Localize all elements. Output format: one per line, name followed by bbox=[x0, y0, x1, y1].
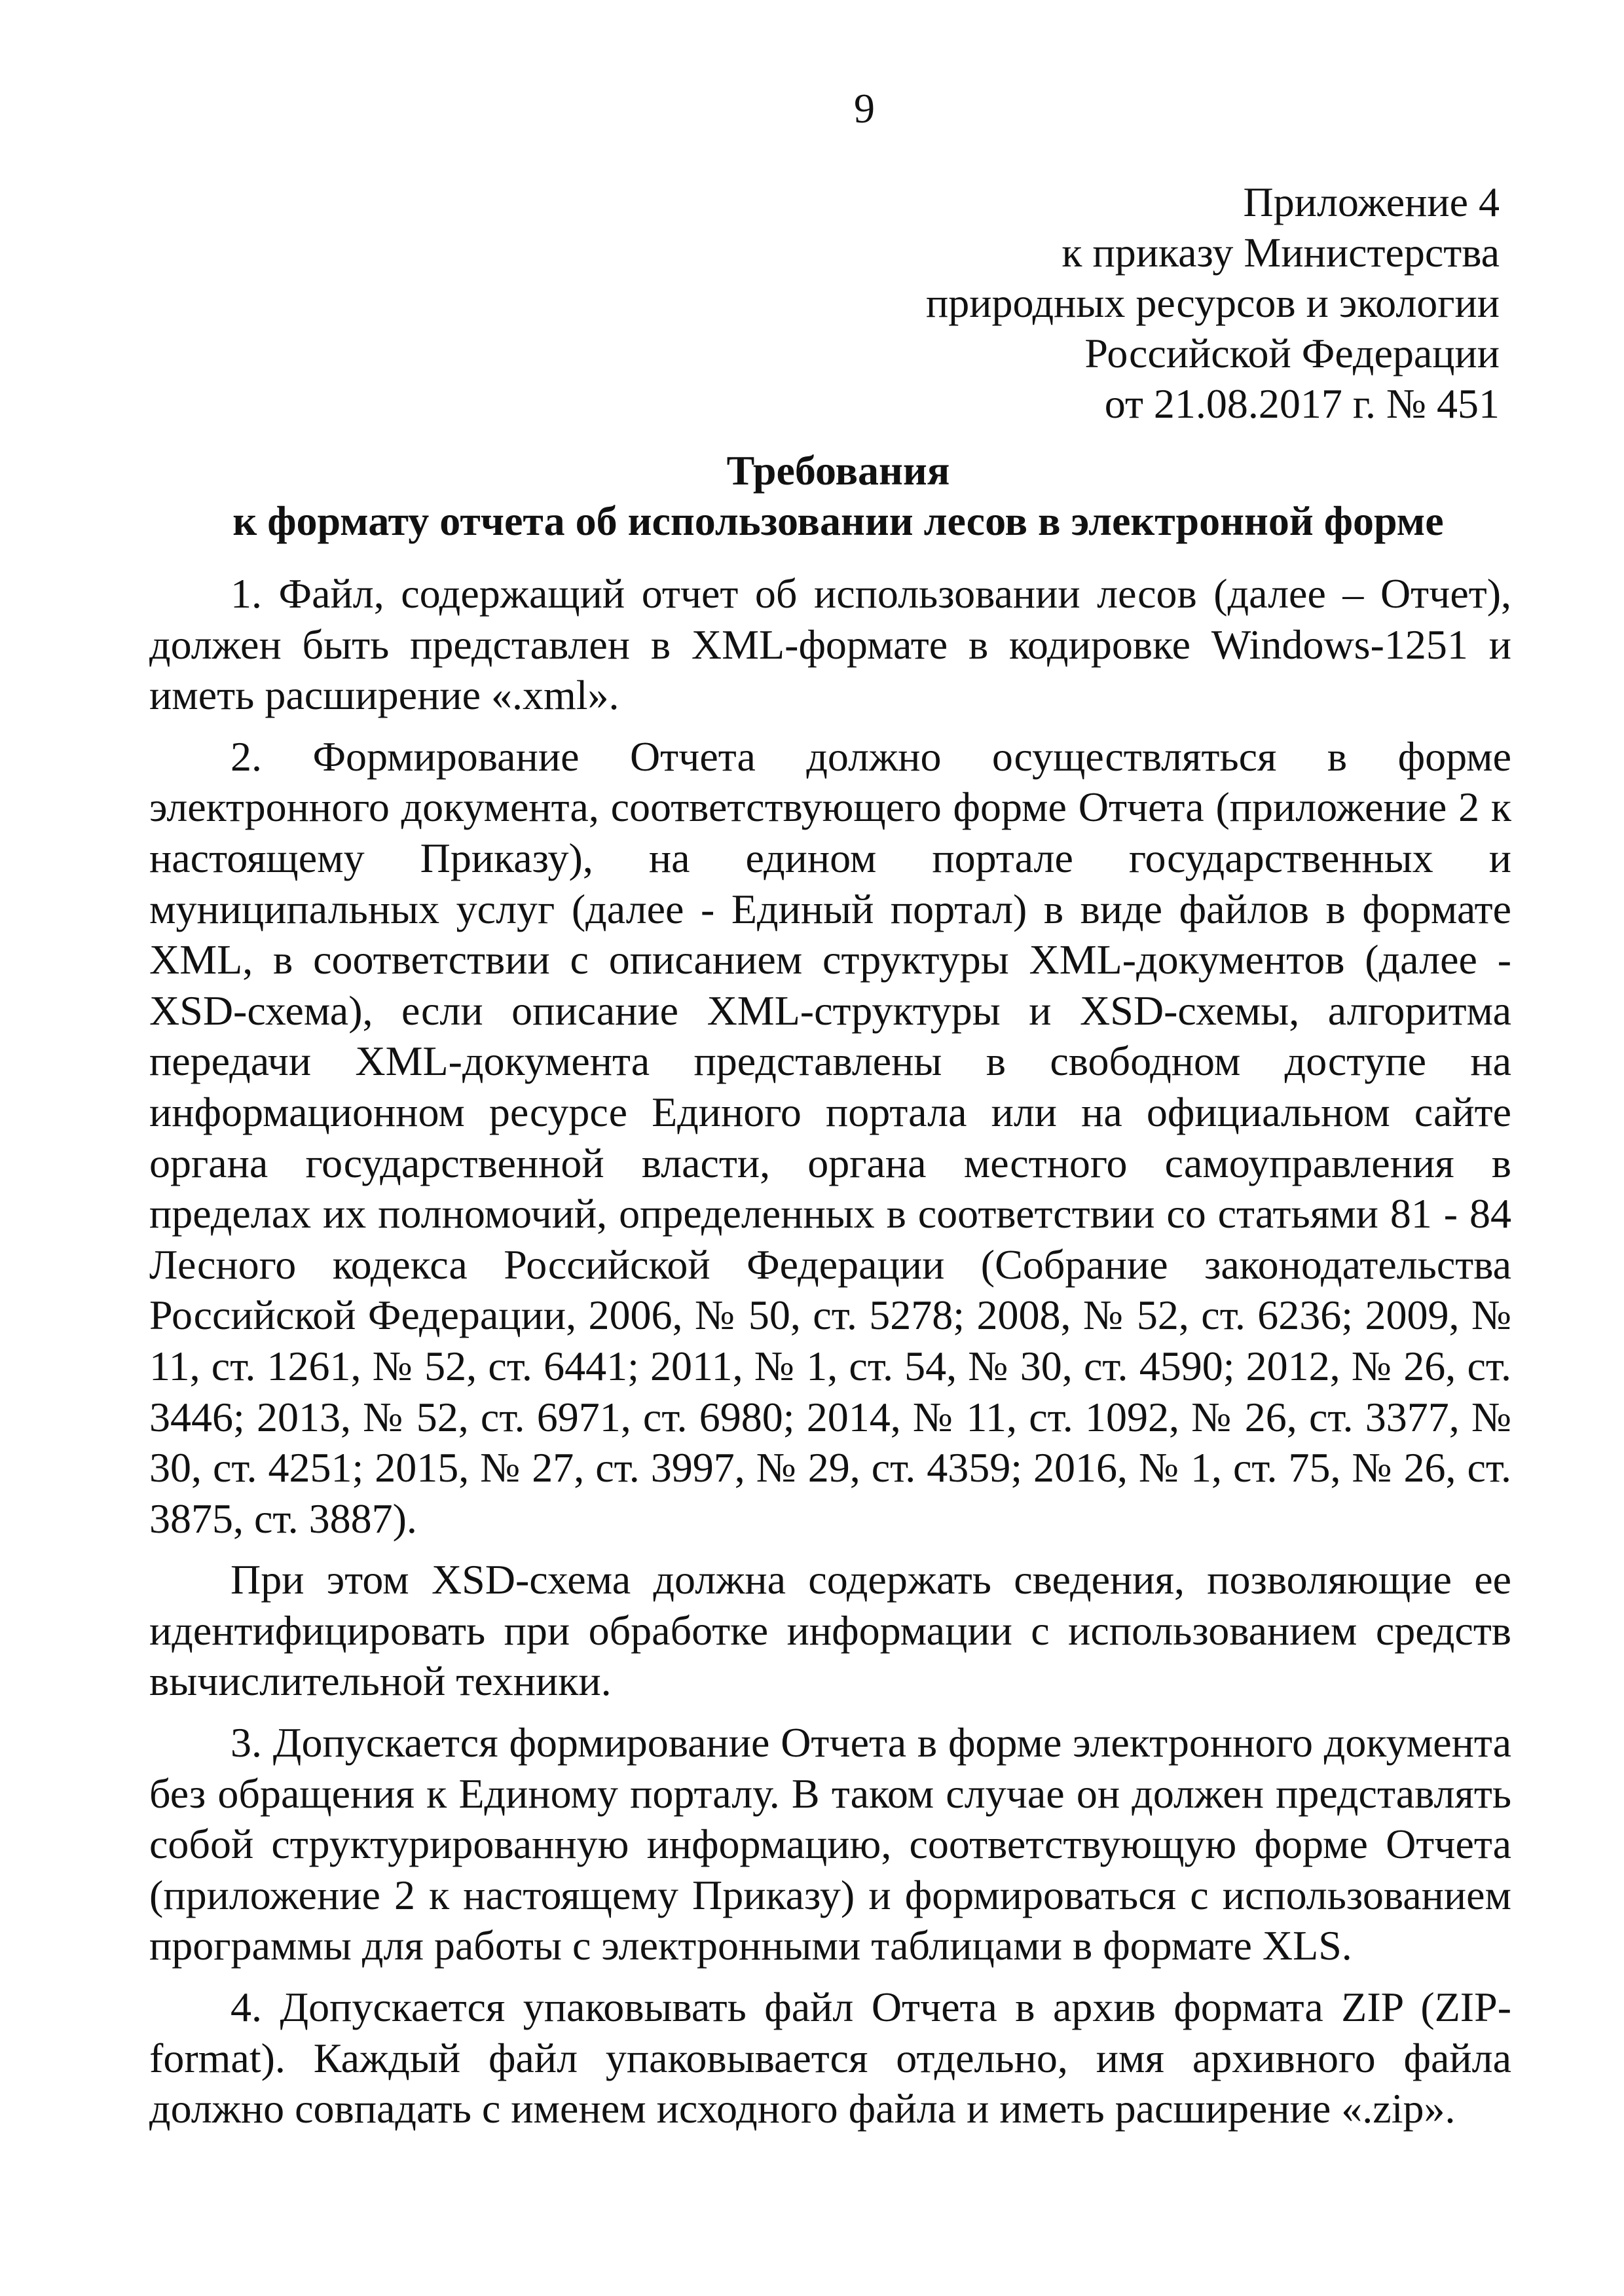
paragraph-2-continued: При этом XSD-схема должна содержать сведения, позволяющие ее идентифицировать при обработке информации с использованием средств вычислительной техники. bbox=[149, 1556, 1511, 1705]
paragraph-3: 3. Допускается формирование Отчета в форме электронного документа без обращения к Единому порталу. В таком случае он должен представлять собой структурированную информацию, соответствующую форме Отчета (приложение 2 к настоящему Приказу) и формироваться с использованием программы для работы с электронными таблицами в формате XLS. bbox=[149, 1719, 1511, 1969]
appendix-line: от 21.08.2017 г. № 451 bbox=[1104, 380, 1500, 427]
title-subheading: к формату отчета об использовании лесов в электронной форме bbox=[232, 498, 1444, 544]
appendix-line: Российской Федерации bbox=[1084, 330, 1500, 376]
paragraph-4: 4. Допускается упаковывать файл Отчета в архив формата ZIP (ZIP-format). Каждый файл упаковывается отдельно, имя архивного файла должно совпадать с именем исходного файла и иметь расширение «.zip». bbox=[149, 1984, 1511, 2132]
page-number: 9 bbox=[854, 85, 875, 132]
document-body bbox=[149, 568, 1511, 2134]
appendix-line: Приложение 4 bbox=[1243, 179, 1500, 225]
document-title bbox=[151, 445, 1526, 546]
title-heading: Требования bbox=[726, 447, 950, 494]
appendix-line: природных ресурсов и экологии bbox=[925, 280, 1500, 326]
paragraph-2: 2. Формирование Отчета должно осуществляться в форме электронного документа, соответствующего форме Отчета (приложение 2 к настоящему Приказу), на едином портале государственных и муниципальных услуг (далее - Единый портал) в виде файлов в формате XML, в соответствии с описанием структуры XML-документов (далее - XSD-схема), если описание XML-структуры и XSD-схемы, алгоритма передачи XML-документа представлены в свободном доступе на информационном ресурсе Единого портала или на официальном сайте органа государственной власти, органа местного самоуправления в пределах их полномочий, определенных в соответствии со статьями 81 - 84 Лесного кодекса Российской Федерации (Собрание законодательства Российской Федерации, 2006, № 50, ст. 5278; 2008, № 52, ст. 6236; 2009, № 11, ст. 1261, № 52, ст. 6441; 2011, № 1, ст. 54, № 30, ст. 4590; 2012, № 26, ст. 3446; 2013, № 52, ст. 6971, ст. 6980; 2014, № 11, ст. 1092, № 26, ст. 3377, № 30, ст. 4251; 2015, № 27, ст. 3997, № 29, ст. 4359; 2016, № 1, ст. 75, № 26, ст. 3875, ст. 3887). bbox=[149, 733, 1511, 1542]
appendix-line: к приказу Министерства bbox=[1061, 229, 1500, 276]
paragraph-1: 1. Файл, содержащий отчет об использовании лесов (далее – Отчет), должен быть представлен в XML-формате в кодировке Windows-1251 и иметь расширение «.xml». bbox=[149, 570, 1511, 719]
appendix-header bbox=[714, 177, 1500, 429]
